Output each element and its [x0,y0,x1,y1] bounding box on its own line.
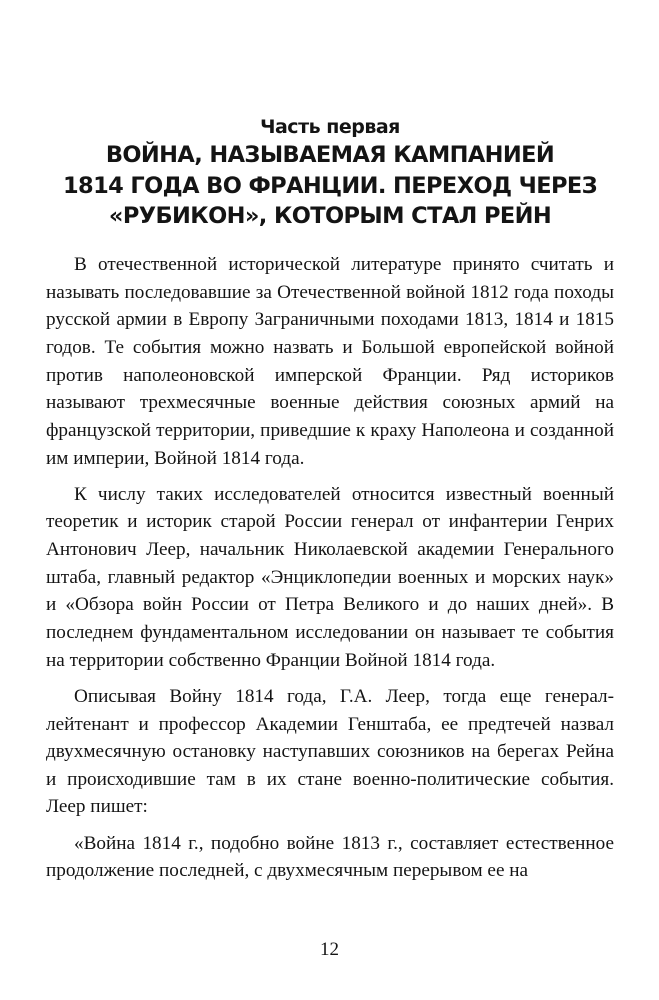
paragraph: В отечественной исторической литературе принято считать и называть последовавшие за Отечественной войной 1812 года походы русской армии в Европу Заграничными походами 1813, 1814 и 1815 годов. Те события можно назвать и Большой европейской войной против наполеоновской имперской Франции. Ряд историков называют трехмесячные военные действия союзных армий на французской территории, приведшие к краху Наполеона и созданной им империи, Войной 1814 года. [46,254,614,469]
paragraph: Описывая Войну 1814 года, Г.А. Леер, тогда еще генераллейтенант и профессор Академии Генштаба, ее предтечей назвал двухмесячную остановку наступавших союзников на берегах Рейна и происходившие там в их стане военно-политические события. Леер пишет: [46,685,614,818]
body-text [46,251,614,885]
chapter-heading [40,114,620,232]
chapter-title-line-3: «РУБИКОН», КОТОРЫМ СТАЛ РЕЙН [108,203,552,229]
chapter-title-line-2: 1814 ГОДА ВО ФРАНЦИИ. ПЕРЕХОД ЧЕРЕЗ [62,172,598,199]
chapter-title-line-1: ВОЙНА, НАЗЫВАЕМАЯ КАМПАНИЕЙ [105,142,555,168]
paragraph: «Война 1814 г., подобно войне 1813 г., составляет естественное продолжение последней, с двухмесячным перерывом ее на [46,832,614,882]
page-number: 12 [320,939,339,960]
part-label: Часть первая [260,116,400,138]
paragraph: К числу таких исследователей относится известный военный теоретик и историк старой России генерал от инфантерии Генрих Антонович Леер, начальник Николаевской академии Генерального штаба, главный редактор «Энциклопедии военных и морских наук» и «Обзора войн России от Петра Великого и до наших дней». В последнем фундаментальном исследовании он называет те события на территории собственно Франции Войной 1814 года. [46,483,614,671]
